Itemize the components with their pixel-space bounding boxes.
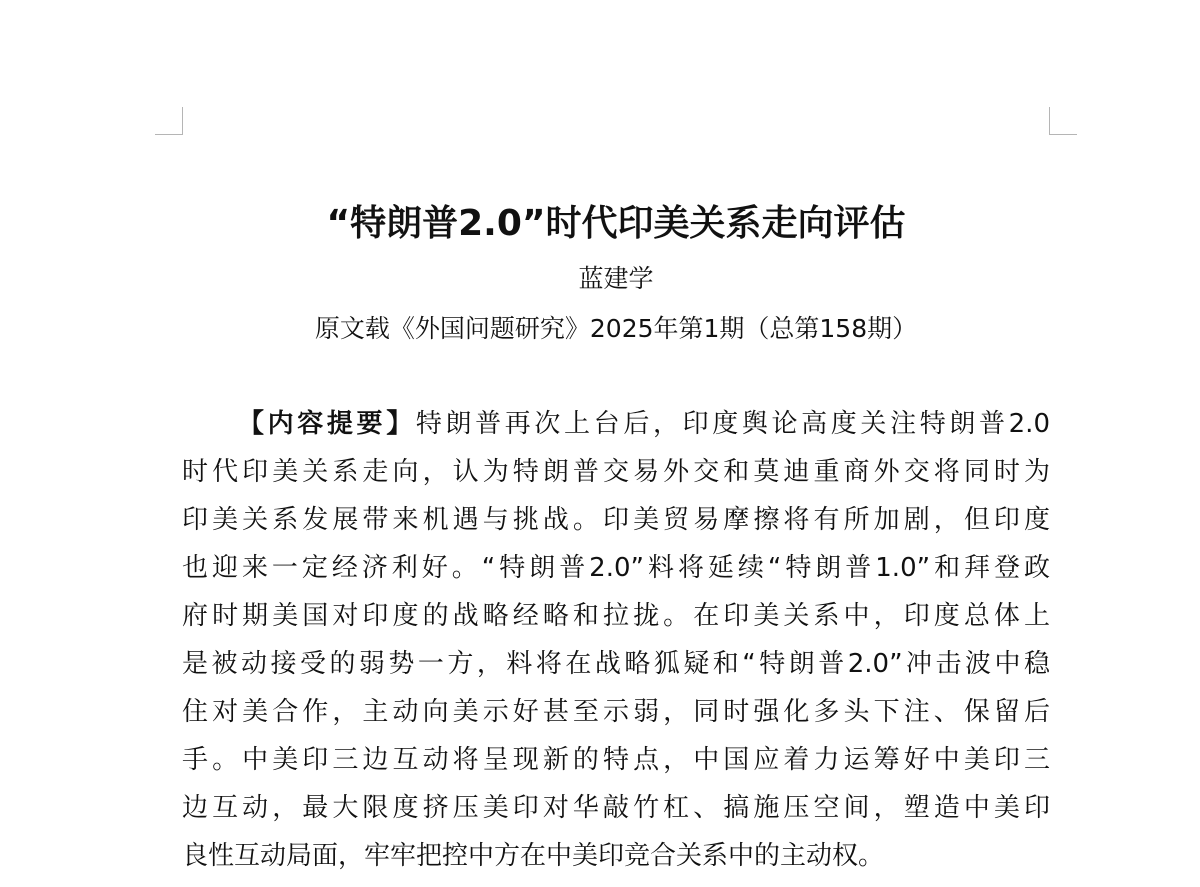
source-citation: 原文载《外国问题研究》2025年第1期（总第158期）	[314, 314, 918, 343]
abstract-line: 住对美合作，主动向美示好甚至示弱，同时强化多头下注、保留后	[182, 697, 1050, 727]
document-title: “特朗普2.0”时代印美关系走向评估	[326, 203, 906, 244]
abstract-line: 印美关系发展带来机遇与挑战。印美贸易摩擦将有所加剧，但印度	[182, 505, 1050, 535]
abstract-line: 府时期美国对印度的战略经略和拉拢。在印美关系中，印度总体上	[182, 601, 1050, 631]
abstract-line: 手。中美印三边互动将呈现新的特点，中国应着力运筹好中美印三	[182, 745, 1050, 775]
abstract-line: 良性互动局面，牢牢把控中方在中美印竞合关系中的主动权。	[182, 841, 885, 871]
abstract-line	[182, 400, 1050, 448]
page-corner-mark-left	[155, 107, 183, 135]
abstract-line: 也迎来一定经济利好。“特朗普2.0”料将延续“特朗普1.0”和拜登政	[182, 553, 1050, 583]
abstract-paragraph	[182, 400, 1050, 880]
cut-off-text	[240, 880, 1000, 887]
abstract-line: 边互动，最大限度挤压美印对华敲竹杠、搞施压空间，塑造中美印	[182, 793, 1050, 823]
page-corner-mark-right	[1049, 107, 1077, 135]
abstract-label: 【内容提要】	[238, 409, 416, 439]
author-name: 蓝建学	[578, 264, 654, 293]
abstract-line-text: 特朗普再次上台后，印度舆论高度关注特朗普2.0	[415, 409, 1050, 439]
abstract-line: 是被动接受的弱势一方，料将在战略狐疑和“特朗普2.0”冲击波中稳	[182, 649, 1050, 679]
cut-off-text-line	[240, 880, 1000, 887]
abstract-line: 时代印美关系走向，认为特朗普交易外交和莫迪重商外交将同时为	[182, 457, 1050, 487]
